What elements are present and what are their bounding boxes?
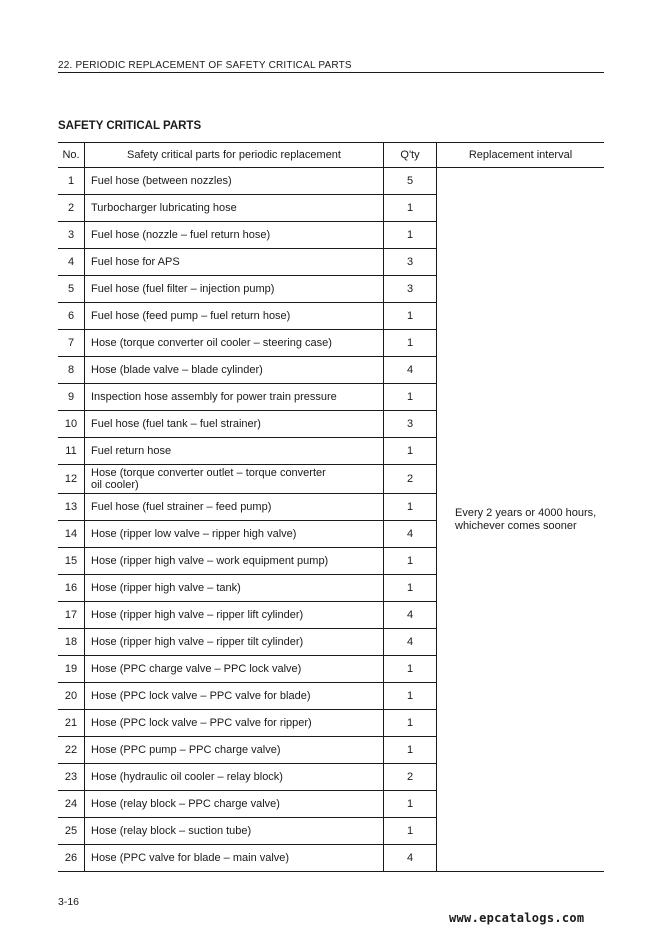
row-quantity: 4	[384, 521, 437, 548]
row-quantity: 1	[384, 791, 437, 818]
row-number: 11	[58, 438, 85, 465]
row-number: 13	[58, 494, 85, 521]
row-part-name: Hose (ripper high valve – tank)	[85, 575, 384, 602]
column-header-interval: Replacement interval	[437, 143, 605, 168]
row-number: 4	[58, 249, 85, 276]
row-part-name: Turbocharger lubricating hose	[85, 195, 384, 222]
row-part-name	[85, 465, 384, 494]
row-number: 24	[58, 791, 85, 818]
row-quantity: 5	[384, 168, 437, 195]
row-part-name: Hose (blade valve – blade cylinder)	[85, 357, 384, 384]
row-part-name: Hose (PPC lock valve – PPC valve for ripper)	[85, 710, 384, 737]
row-quantity: 1	[384, 710, 437, 737]
row-quantity: 1	[384, 222, 437, 249]
row-quantity: 1	[384, 384, 437, 411]
row-part-name: Fuel hose (fuel strainer – feed pump)	[85, 494, 384, 521]
row-number: 25	[58, 818, 85, 845]
row-part-name: Hose (PPC valve for blade – main valve)	[85, 845, 384, 872]
row-quantity: 3	[384, 276, 437, 303]
row-number: 18	[58, 629, 85, 656]
row-quantity: 1	[384, 818, 437, 845]
row-part-name: Hose (ripper high valve – ripper tilt cylinder)	[85, 629, 384, 656]
row-quantity: 1	[384, 737, 437, 764]
row-part-name: Fuel hose (feed pump – fuel return hose)	[85, 303, 384, 330]
row-number: 22	[58, 737, 85, 764]
row-number: 12	[58, 465, 85, 494]
row-part-name: Fuel hose (fuel filter – injection pump)	[85, 276, 384, 303]
column-header-qty: Q'ty	[384, 143, 437, 168]
interval-line: whichever comes sooner	[455, 519, 577, 532]
row-number: 10	[58, 411, 85, 438]
column-header-no: No.	[58, 143, 85, 168]
row-part-name: Fuel return hose	[85, 438, 384, 465]
row-quantity: 3	[384, 411, 437, 438]
safety-parts-table	[58, 142, 604, 872]
row-number: 8	[58, 357, 85, 384]
row-quantity: 1	[384, 656, 437, 683]
row-part-name: Fuel hose (fuel tank – fuel strainer)	[85, 411, 384, 438]
row-quantity: 1	[384, 195, 437, 222]
row-number: 9	[58, 384, 85, 411]
row-number: 21	[58, 710, 85, 737]
table-header-row	[58, 143, 604, 168]
section-title: SAFETY CRITICAL PARTS	[58, 120, 202, 132]
table-row	[58, 168, 604, 195]
row-part-name: Hose (relay block – PPC charge valve)	[85, 791, 384, 818]
page-header-title: 22. PERIODIC REPLACEMENT OF SAFETY CRITICAL PARTS	[58, 60, 352, 71]
row-number: 16	[58, 575, 85, 602]
row-number: 19	[58, 656, 85, 683]
row-quantity: 1	[384, 548, 437, 575]
row-part-name-wrapped	[91, 467, 326, 491]
row-number: 26	[58, 845, 85, 872]
row-quantity: 1	[384, 303, 437, 330]
row-number: 6	[58, 303, 85, 330]
column-header-part: Safety critical parts for periodic replacement	[85, 143, 384, 168]
row-number: 20	[58, 683, 85, 710]
row-number: 1	[58, 168, 85, 195]
row-part-name: Hose (hydraulic oil cooler – relay block)	[85, 764, 384, 791]
row-number: 23	[58, 764, 85, 791]
row-part-name: Hose (ripper high valve – work equipment pump)	[85, 548, 384, 575]
row-part-name: Hose (ripper high valve – ripper lift cylinder)	[85, 602, 384, 629]
interval-line: Every 2 years or 4000 hours,	[455, 506, 597, 519]
row-quantity: 2	[384, 465, 437, 494]
row-part-name-line: Hose (torque converter outlet – torque converter	[91, 467, 326, 479]
row-quantity: 1	[384, 575, 437, 602]
row-part-name: Fuel hose (nozzle – fuel return hose)	[85, 222, 384, 249]
row-part-name: Fuel hose (between nozzles)	[85, 168, 384, 195]
row-quantity: 3	[384, 249, 437, 276]
row-number: 3	[58, 222, 85, 249]
row-number: 17	[58, 602, 85, 629]
row-number: 7	[58, 330, 85, 357]
row-quantity: 1	[384, 683, 437, 710]
row-part-name: Hose (PPC pump – PPC charge valve)	[85, 737, 384, 764]
row-part-name-line: oil cooler)	[91, 479, 139, 491]
row-part-name: Hose (PPC lock valve – PPC valve for blade)	[85, 683, 384, 710]
row-part-name: Hose (ripper low valve – ripper high valve)	[85, 521, 384, 548]
row-number: 15	[58, 548, 85, 575]
row-quantity: 2	[384, 764, 437, 791]
row-quantity: 1	[384, 438, 437, 465]
row-quantity: 1	[384, 330, 437, 357]
page-number: 3-16	[58, 896, 80, 908]
row-quantity: 4	[384, 357, 437, 384]
row-quantity: 4	[384, 629, 437, 656]
row-part-name: Hose (torque converter oil cooler – steering case)	[85, 330, 384, 357]
watermark-url: www.epcatalogs.com	[449, 911, 585, 925]
row-number: 5	[58, 276, 85, 303]
row-part-name: Hose (PPC charge valve – PPC lock valve)	[85, 656, 384, 683]
row-part-name: Fuel hose for APS	[85, 249, 384, 276]
row-number: 14	[58, 521, 85, 548]
replacement-interval	[437, 168, 605, 872]
header-divider	[58, 72, 604, 73]
row-number: 2	[58, 195, 85, 222]
row-part-name: Hose (relay block – suction tube)	[85, 818, 384, 845]
row-quantity: 1	[384, 494, 437, 521]
row-part-name: Inspection hose assembly for power train pressure	[85, 384, 384, 411]
row-quantity: 4	[384, 602, 437, 629]
row-quantity: 4	[384, 845, 437, 872]
